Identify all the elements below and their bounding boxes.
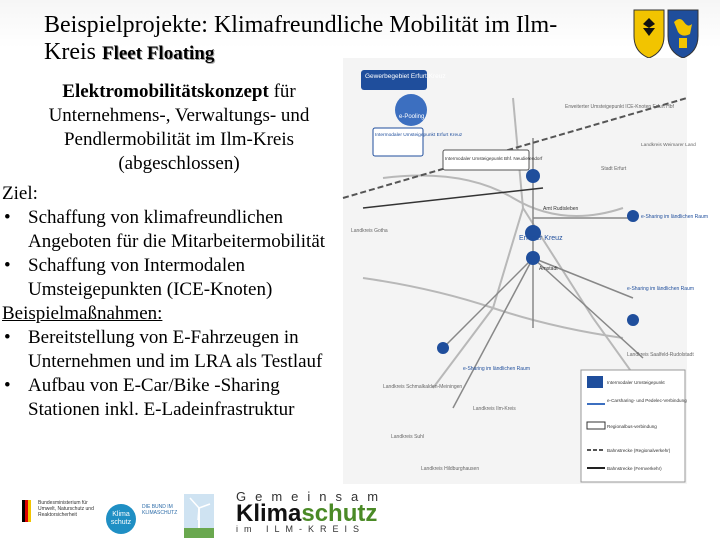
station-node-icon bbox=[526, 169, 540, 183]
map-suhl: Landkreis Suhl bbox=[391, 434, 425, 440]
legend-item: Intermodaler Umsteigepunkt bbox=[607, 380, 665, 385]
map-umsteige2: Intermodaler Umsteigepunkt Bhf. Neudietendorf bbox=[445, 156, 543, 161]
ilm-kreis-text: im ILM-KREIS bbox=[236, 524, 366, 534]
ziel-heading: Ziel: bbox=[2, 183, 38, 204]
title-line2: Kreis bbox=[44, 39, 96, 65]
klimaschutz-b: schutz bbox=[301, 500, 378, 527]
ziel-item: • Schaffung von klimafreundlichen Angeboten für die Mitarbeitermobilität bbox=[4, 207, 326, 252]
eagle-icon bbox=[22, 500, 36, 522]
intro-line4: (abgeschlossen) bbox=[118, 153, 240, 174]
title-line1: Beispielprojekte: Klimafreundliche Mobilität im Ilm- bbox=[44, 12, 558, 38]
map-saalfeld: Landkreis Saalfeld-Rudolstadt bbox=[627, 352, 694, 358]
map-esharing2: e-Sharing im ländlichen Raum bbox=[627, 286, 694, 292]
massnahmen-item-text: Bereitstellung von E-Fahrzeugen in Unternehmen und im LRA als Testlauf bbox=[28, 327, 323, 372]
ziel-item: • Schaffung von Intermodalen Umsteigepunkten (ICE-Knoten) bbox=[4, 255, 273, 300]
massnahmen-item-text: Aufbau von E-Car/Bike -Sharing Stationen inkl. E-Ladeinfrastruktur bbox=[28, 375, 295, 420]
ziel-item-text: Schaffung von Intermodalen Umsteigepunkten (ICE-Knoten) bbox=[28, 255, 273, 300]
map-gewerbe: Gewerbegebiet Erfurt Kreuz bbox=[365, 73, 446, 80]
map-ilmkreis: Landkreis Ilm-Kreis bbox=[473, 406, 516, 412]
map-umsteige1: Intermodaler Umsteigepunkt Erfurt Kreuz bbox=[375, 133, 463, 138]
klimaschutz-logo-sub: DIE BUND IM KLIMASCHUTZ bbox=[142, 504, 178, 516]
station-node-icon bbox=[526, 251, 540, 265]
map-schmalk: Landkreis Schmalkalden-Meiningen bbox=[383, 384, 463, 390]
intro-line2: Unternehmens-, Verwaltungs- und bbox=[48, 105, 310, 126]
map-legend bbox=[581, 370, 687, 482]
epooling-icon bbox=[395, 94, 427, 126]
map-weimar: Landkreis Weimarer Land bbox=[641, 143, 696, 148]
map-stadt: Stadt Erfurt bbox=[601, 166, 627, 172]
map-epooling: e-Pooling bbox=[399, 114, 425, 120]
massnahmen-heading: Beispielmaßnahmen: bbox=[2, 303, 163, 324]
legend-item: Bahnstrecke (Fernverkehr) bbox=[607, 466, 662, 471]
intro-line3: Pendlermobilität im Ilm-Kreis bbox=[63, 129, 295, 150]
intro-line1-rest: für bbox=[268, 81, 296, 102]
legend-item: Regionalbus-verbindung bbox=[607, 424, 657, 429]
map-gotha: Landkreis Gotha bbox=[351, 228, 388, 234]
bmu-logo-text: Bundesministerium für Umwelt, Naturschutz und Reaktorsicherheit bbox=[38, 500, 94, 518]
station-node-icon bbox=[437, 342, 449, 354]
klimaschutz-logo: Klima schutz bbox=[106, 504, 136, 534]
massnahmen-item: • Bereitstellung von E-Fahrzeugen in Unternehmen und im LRA als Testlauf bbox=[4, 327, 323, 372]
ziel-item-text: Schaffung von klimafreundlichen Angeboten für die Mitarbeitermobilität bbox=[28, 207, 326, 252]
mobility-map bbox=[343, 58, 708, 484]
ilm-kreis-crest-icon bbox=[630, 8, 702, 60]
map-ice: Erweiterter Umsteigepunkt ICE-Knoten Erfurt Hbf bbox=[565, 104, 674, 110]
map-kreuz: Erfurter Kreuz bbox=[519, 235, 563, 242]
gemeinsam-text: Gemeinsam bbox=[236, 489, 388, 504]
intro-text bbox=[14, 80, 344, 176]
legend-item: e-Carsharing- und Pedelec-Verbindung bbox=[607, 398, 687, 403]
body-text bbox=[2, 182, 352, 422]
map-rudis: Amt Rudisleben bbox=[543, 206, 579, 212]
intro-bold: Elektromobilitätskonzept bbox=[62, 81, 269, 102]
map-esharing1: e-Sharing im ländlichen Raum bbox=[641, 214, 708, 220]
klimaschutz-a: Klima bbox=[236, 500, 302, 527]
legend-item: Bahnstrecke (Regionalverkehr) bbox=[607, 448, 671, 453]
station-node-icon bbox=[627, 314, 639, 326]
massnahmen-item: • Aufbau von E-Car/Bike -Sharing Stationen inkl. E-Ladeinfrastruktur bbox=[4, 375, 295, 420]
wind-turbine-icon bbox=[184, 494, 214, 538]
map-arnstadt: Arnstadt bbox=[539, 266, 558, 272]
title-sub: Fleet Floating bbox=[101, 43, 215, 64]
map-hildburg: Landkreis Hildburghausen bbox=[421, 466, 480, 472]
map-esharing3: e-Sharing im ländlichen Raum bbox=[463, 366, 530, 372]
station-node-icon bbox=[627, 210, 639, 222]
